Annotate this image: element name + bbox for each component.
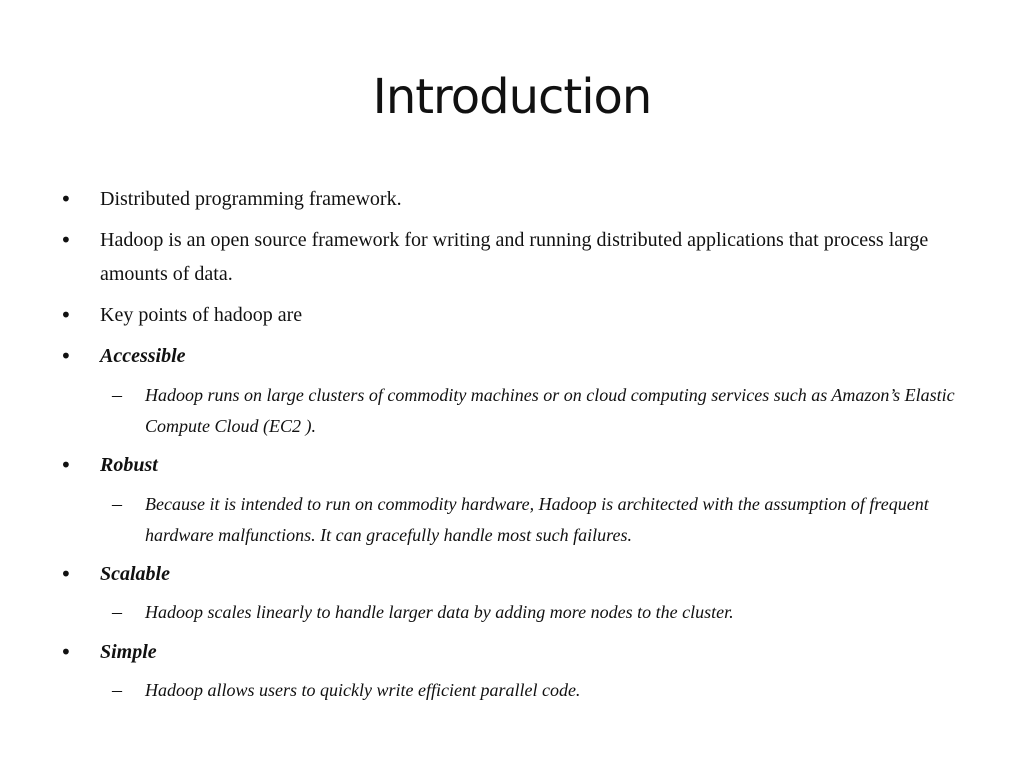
- dash-icon: –: [112, 601, 122, 623]
- bullet-icon: •: [60, 303, 72, 327]
- dash-icon: –: [112, 384, 122, 406]
- bullet-text: Key points of hadoop are: [100, 304, 303, 326]
- bullet-icon: •: [60, 228, 72, 252]
- sub-bullet-text: Because it is intended to run on commodity hardware, Hadoop is architected with the assumption of frequent hardware malfunctions. It can gracefully handle most such failures.: [145, 494, 929, 545]
- bullet-icon: •: [60, 640, 72, 664]
- bullet-icon: •: [60, 187, 72, 211]
- bullet-text: Distributed programming framework.: [100, 188, 402, 210]
- slide-title: Introduction: [372, 69, 652, 125]
- bullet-heading: Scalable: [100, 563, 170, 585]
- bullet-icon: •: [60, 344, 72, 368]
- bullet-text: Hadoop is an open source framework for writing and running distributed applications that process large amounts of data.: [100, 229, 929, 285]
- sub-bullet-text: Hadoop scales linearly to handle larger data by adding more nodes to the cluster.: [145, 602, 734, 622]
- bullet-heading: Accessible: [100, 345, 186, 367]
- dash-icon: –: [112, 493, 122, 515]
- bullet-heading: Simple: [100, 641, 157, 663]
- dash-icon: –: [112, 679, 122, 701]
- bullet-icon: •: [60, 562, 72, 586]
- sub-bullet-text: Hadoop runs on large clusters of commodity machines or on cloud computing services such as Amazon’s Elastic Compute Cloud (EC2 ).: [145, 385, 955, 436]
- bullet-heading: Robust: [100, 454, 158, 476]
- bullet-icon: •: [60, 453, 72, 477]
- sub-bullet-text: Hadoop allows users to quickly write efficient parallel code.: [145, 680, 581, 700]
